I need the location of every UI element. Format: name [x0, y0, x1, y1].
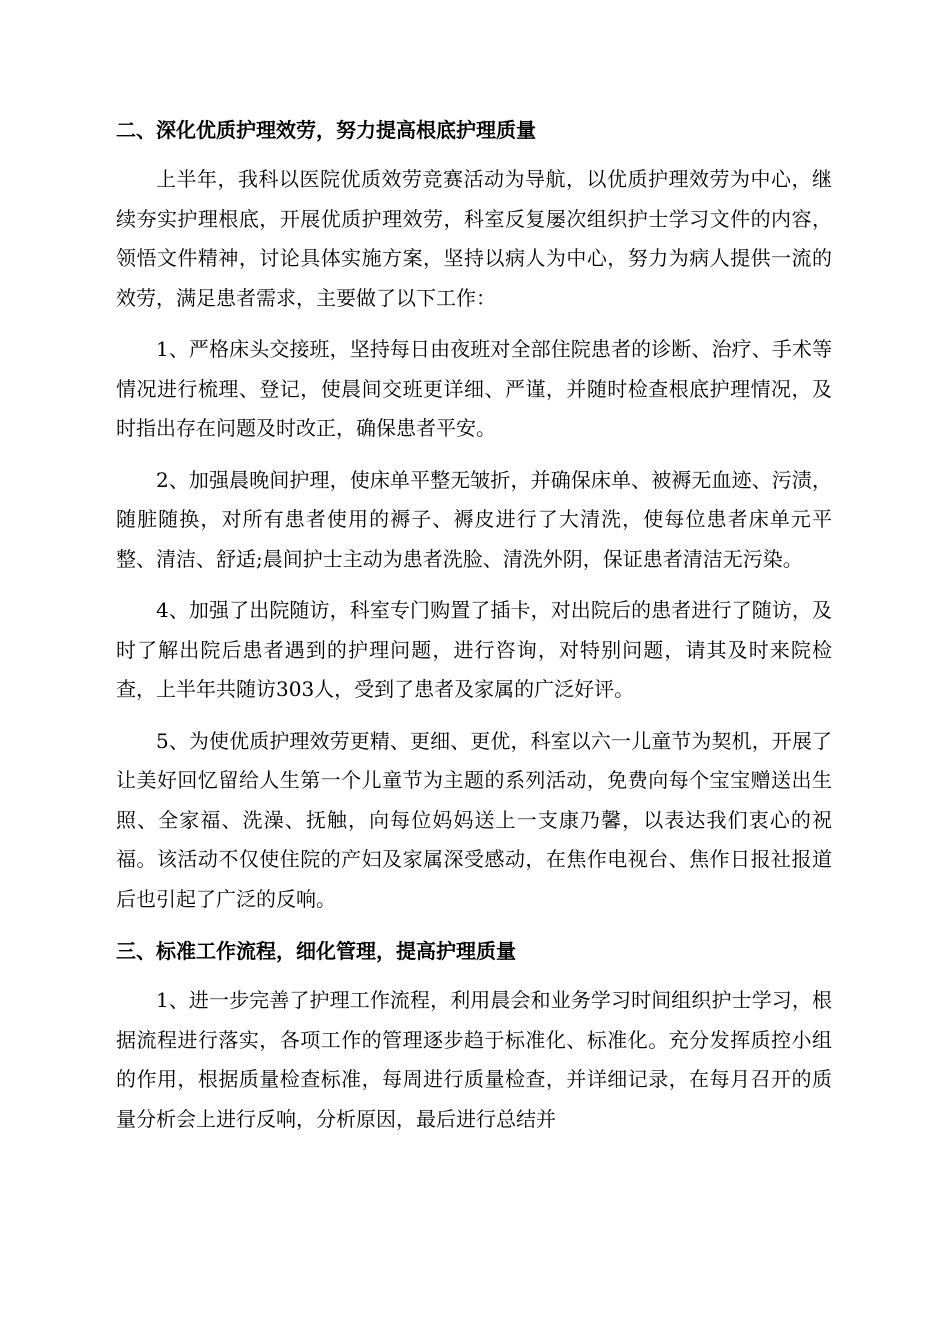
section-2-item-1: 1、严格床头交接班，坚持每日由夜班对全部住院患者的诊断、治疗、手术等情况进行梳理、登记，使晨间交班更详细、严谨，并随时检查根底护理情况，及时指出存在问题及时改正，确保患者平安。	[116, 337, 832, 440]
section-2-intro-paragraph: 上半年，我科以医院优质效劳竞赛活动为导航，以优质护理效劳为中心，继续夯实护理根底，开展优质护理效劳，科室反复屡次组织护士学习文件的内容，领悟文件精神，讨论具体实施方案，坚持以病人为中心，努力为病人提供一流的效劳，满足患者需求，主要做了以下工作：	[116, 167, 832, 310]
section-3-item-1: 1、进一步完善了护理工作流程，利用晨会和业务学习时间组织护士学习，根据流程进行落实，各项工作的管理逐步趋于标准化、标准化。充分发挥质控小组的作用，根据质量检查标准，每周进行质量检查，并详细记录，在每月召开的质量分析会上进行反响，分析原因，最后进行总结并	[116, 988, 832, 1131]
section-2-item-5: 5、为使优质护理效劳更精、更细、更优，科室以六一儿童节为契机，开展了让美好回忆留给人生第一个儿童节为主题的系列活动，免费向每个宝宝赠送出生照、全家福、洗澡、抚触，向每位妈妈送上一支康乃馨，以表达我们衷心的祝福。该活动不仅使住院的产妇及家属深受感动，在焦作电视台、焦作日报社报道后也引起了广泛的反响。	[116, 728, 832, 911]
section-2-item-2: 2、加强晨晚间护理，使床单平整无皱折，并确保床单、被褥无血迹、污渍，随脏随换，对所有患者使用的褥子、褥皮进行了大清洗，使每位患者床单元平整、清洁、舒适;晨间护士主动为患者洗脸、清洗外阴，保证患者清洁无污染。	[116, 467, 832, 571]
section-heading-2: 二、深化优质护理效劳，努力提高根底护理质量	[116, 118, 536, 142]
section-2-item-4: 4、加强了出院随访，科室专门购置了插卡，对出院后的患者进行了随访，及时了解出院后患者遇到的护理问题，进行咨询，对特别问题，请其及时来院检查，上半年共随访303人，受到了患者及家属的广泛好评。	[116, 598, 832, 701]
document-body	[116, 110, 832, 1151]
section-heading-3: 三、标准工作流程，细化管理，提高护理质量	[116, 939, 516, 963]
